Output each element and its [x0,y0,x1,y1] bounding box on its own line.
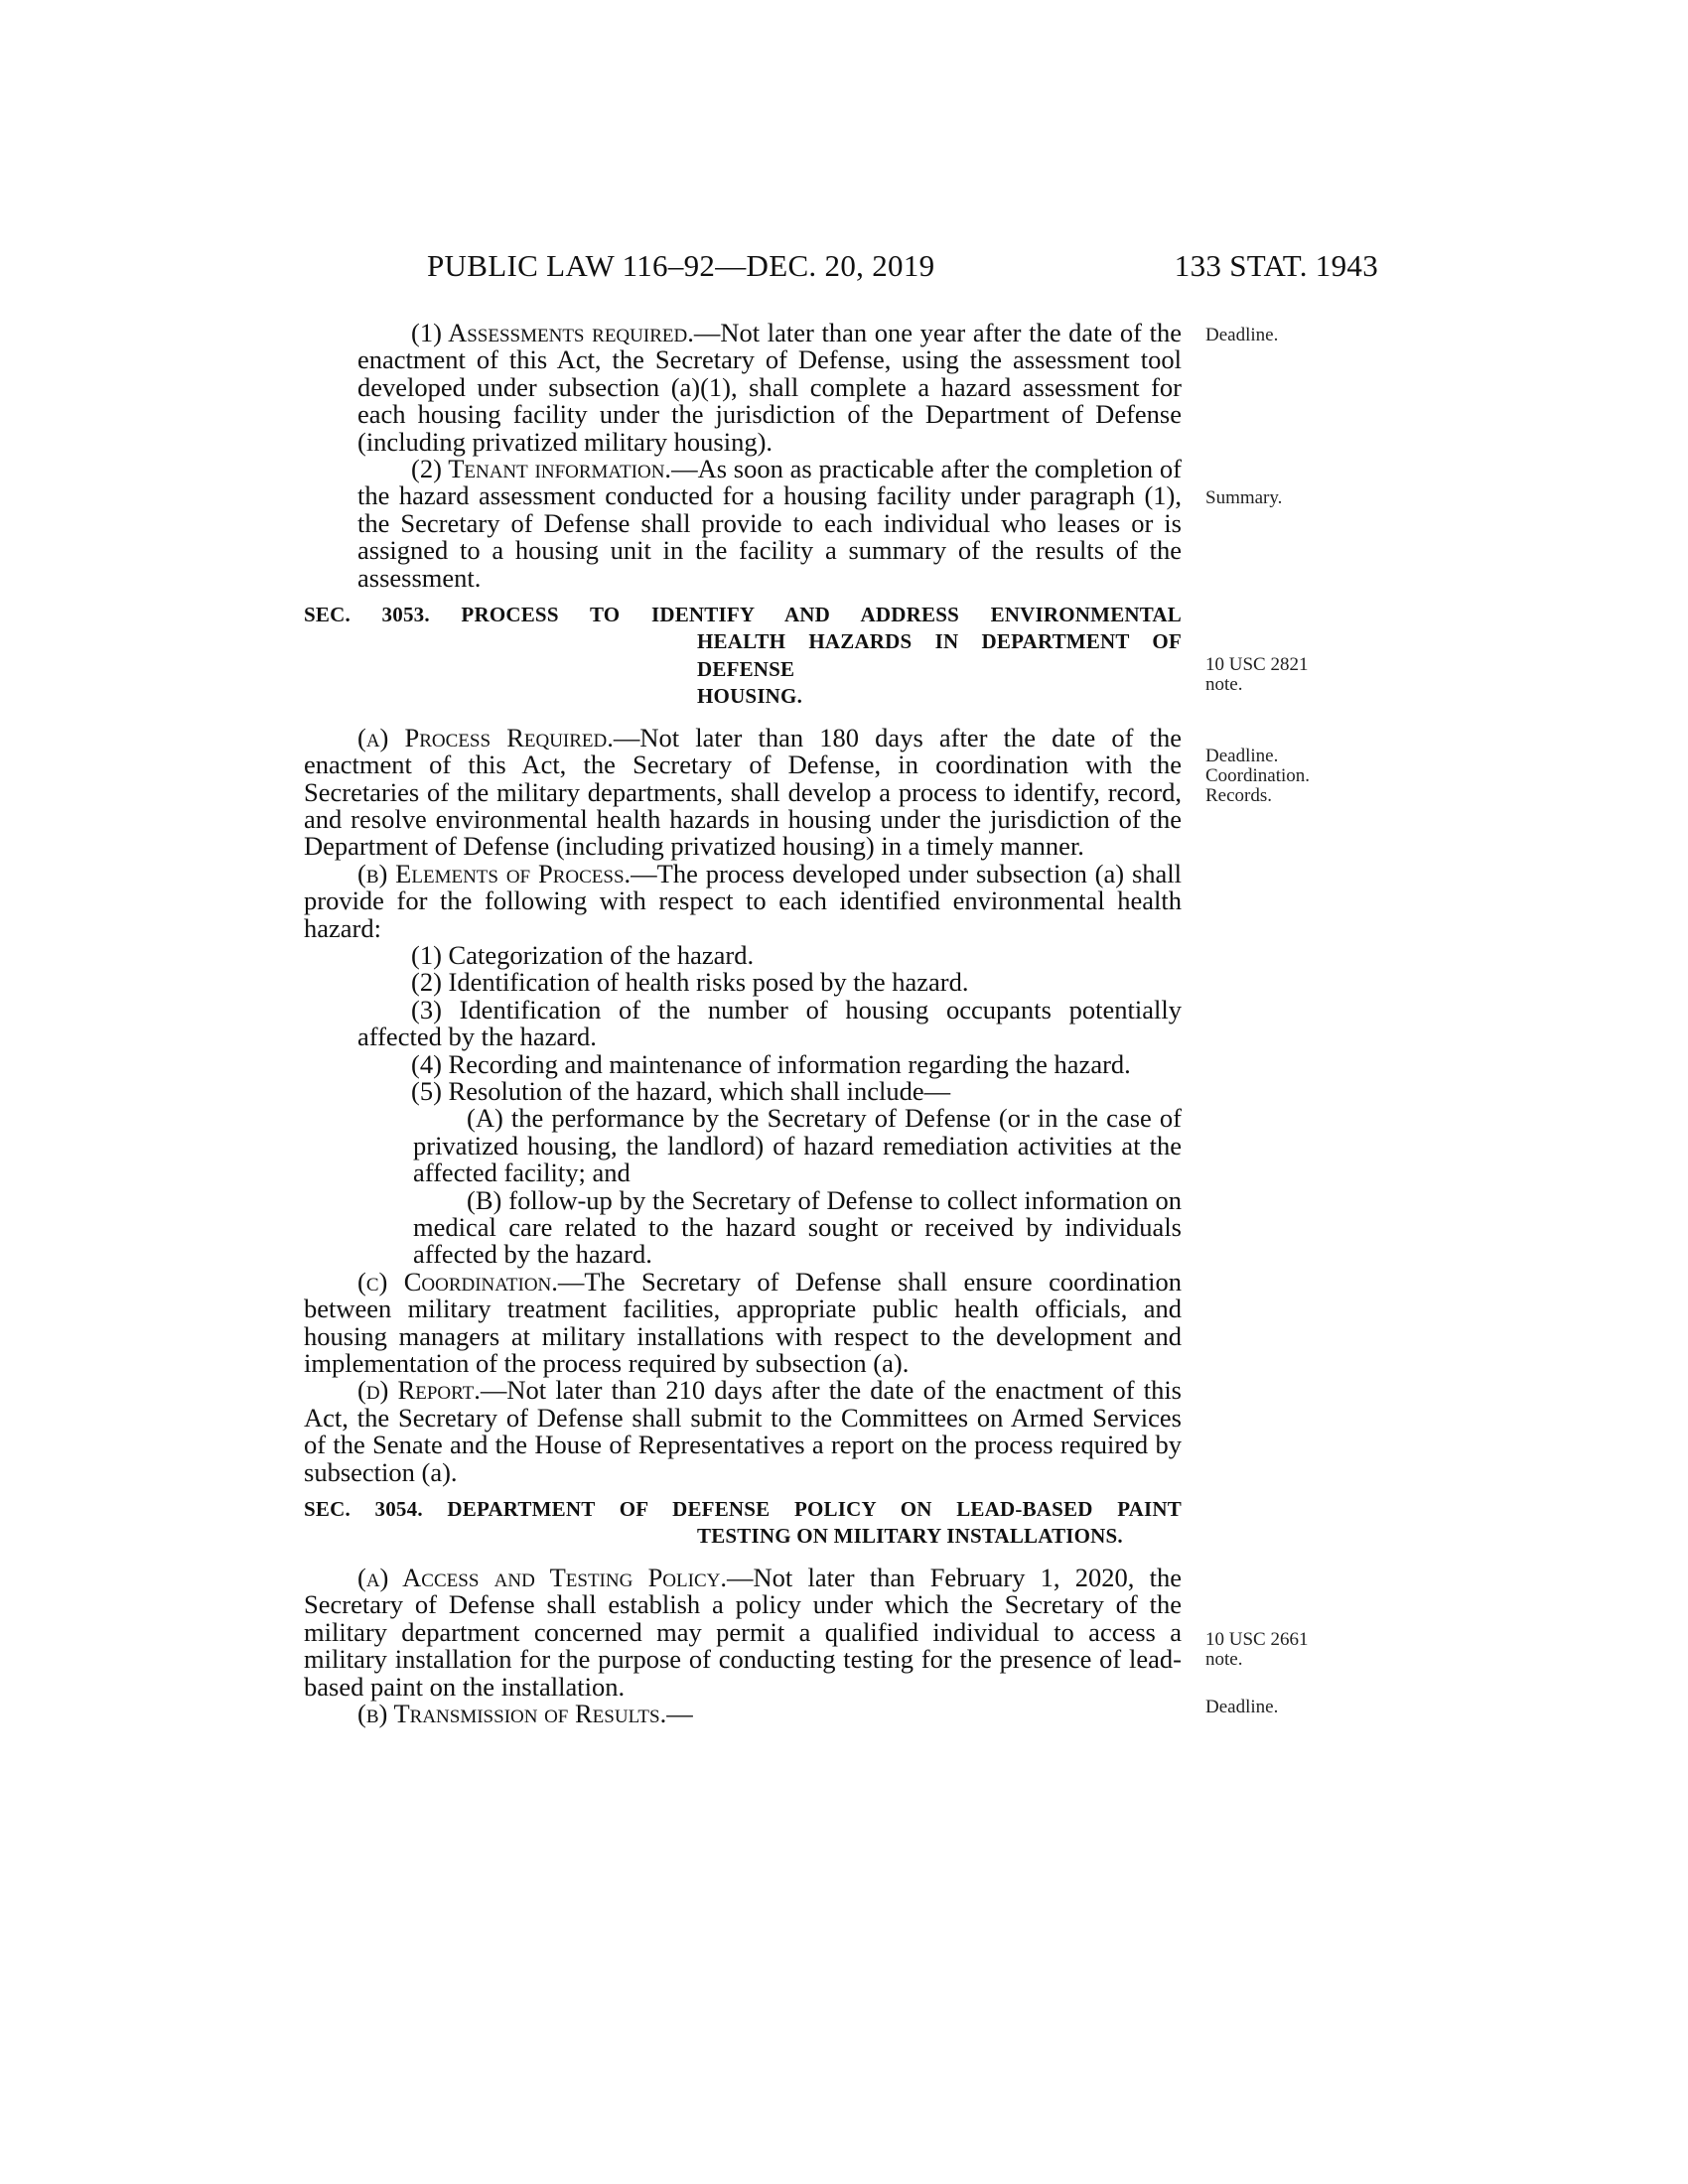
subsection-b-elements-of-process [304,858,1182,943]
margin-note-line: Deadline. [1205,746,1279,766]
subsection-heading: (a) Access and Testing Policy. [357,1562,727,1592]
list-item: (3) Identification of the number of housing occupants potentially affected by the hazard. [357,994,1182,1052]
subsection-heading: (b) Transmission of Results. [357,1698,667,1728]
margin-note-deadline-coordination-records [1205,747,1354,806]
list-subitem: (A) the performance by the Secretary of Defense (or in the case of privatized housing, the landlord) of hazard remediation activities at the affected facility; and [413,1103,1182,1188]
list-subitem: (B) follow-up by the Secretary of Defense to collect information on medical care related to the hazard sought or received by individuals affected by the hazard. [413,1184,1182,1270]
subsection-a-access-and-testing-policy [304,1562,1182,1702]
margin-note-line: Coordination. [1205,765,1311,786]
subsection-d-report [304,1377,1182,1486]
subsection-text: —Not later than 210 days after the date of the enactment of this Act, the Secretary of Defense shall submit to the Committees on Armed Services of the Senate and the House of Representatives a report on the process required by subsection (a). [304,1375,1182,1487]
section-heading-line: SEC. 3054. DEPARTMENT OF DEFENSE POLICY ON LEAD-BASED PAINT [304,1497,1182,1522]
subsection-heading: (a) Process Required. [357,722,614,752]
subsection-text: —Not later than 180 days after the date of the enactment of this Act, the Secretary of Defense, in coordination with the Secretaries of the military departments, shall develop a process to identify, record, and resolve environmental health hazards in housing under the jurisdiction of the Department of Defense (including privatized housing) in a timely manner. [304,722,1182,862]
margin-note-deadline: Deadline. [1205,325,1279,345]
section-heading-3053 [304,602,1182,711]
subsection-c-coordination [304,1266,1183,1379]
section-heading-line: HEALTH HAZARDS IN DEPARTMENT OF DEFENSE [697,629,1182,681]
margin-note-line: 10 USC 2821 [1205,654,1309,675]
paragraph-tenant-information [304,456,1182,592]
section-heading-line: TESTING ON MILITARY INSTALLATIONS. [697,1524,1123,1549]
subsection-heading: (b) Elements of Process. [357,858,632,888]
section-heading-line: HOUSING. [697,684,803,709]
paragraph-heading: (2) Tenant information. [411,454,672,484]
list-item: (5) Resolution of the hazard, which shall include— [411,1075,951,1106]
margin-note-usc-2661 [1205,1630,1354,1670]
margin-note-line: note. [1205,1649,1243,1670]
list-item: (2) Identification of health risks posed by the hazard. [411,967,969,998]
running-title: PUBLIC LAW 116–92—DEC. 20, 2019 [427,248,935,283]
paragraph-assessments-required [304,320,1182,456]
subsection-b-transmission-of-results [304,1698,1182,1728]
margin-note-line: 10 USC 2661 [1205,1629,1309,1650]
subsection-text: —The Secretary of Defense shall ensure coordination between military treatment facilities, appropriate public health officials, and housing managers at military installations with respect to the development and implementation of the process required by subsection (a). [304,1266,1183,1379]
margin-note-usc-2821 [1205,655,1354,695]
list-item: (1) Categorization of the hazard. [411,939,755,970]
statute-page-number: 133 STAT. 1943 [1174,248,1378,283]
page-header [298,248,1378,288]
subsection-heading: (d) Report. [357,1375,481,1406]
section-heading-line: SEC. 3053. PROCESS TO IDENTIFY AND ADDRESS ENVIRONMENTAL [304,603,1182,627]
list-item: (4) Recording and maintenance of information regarding the hazard. [411,1048,1131,1079]
subsection-a-process-required [304,722,1182,862]
section-heading-3054 [304,1496,1182,1551]
document-body [304,320,1182,1727]
margin-note-deadline: Deadline. [1205,1697,1279,1717]
paragraph-text: —As soon as practicable after the completion of the hazard assessment conducted for a housing facility under paragraph (1), the Secretary of Defense shall provide to each individual who leases or is assigned to a housing unit in the facility a summary of the results of the assessment. [357,454,1182,593]
subsection-heading: (c) Coordination. [357,1266,558,1297]
subsection-text: —The process developed under subsection (a) shall provide for the following with respect to each identified environmental health hazard: [304,858,1182,943]
subsection-text: — [666,1698,693,1728]
paragraph-heading: (1) Assessments required. [411,318,694,347]
margin-note-line: Records. [1205,785,1273,806]
margin-note-summary: Summary. [1205,487,1283,508]
margin-note-line: note. [1205,674,1243,695]
paragraph-text: —Not later than one year after the date of the enactment of this Act, the Secretary of Defense, using the assessment tool developed under subsection (a)(1), shall complete a hazard assessment for each housing facility under the jurisdiction of the Department of Defense (including privatized military housing). [357,318,1183,457]
subsection-text: —Not later than February 1, 2020, the Secretary of Defense shall establish a policy under which the Secretary of the military department concerned may permit a qualified individual to access a military installation for the purpose of conducting testing for the presence of lead-based paint on the installation. [304,1562,1182,1702]
